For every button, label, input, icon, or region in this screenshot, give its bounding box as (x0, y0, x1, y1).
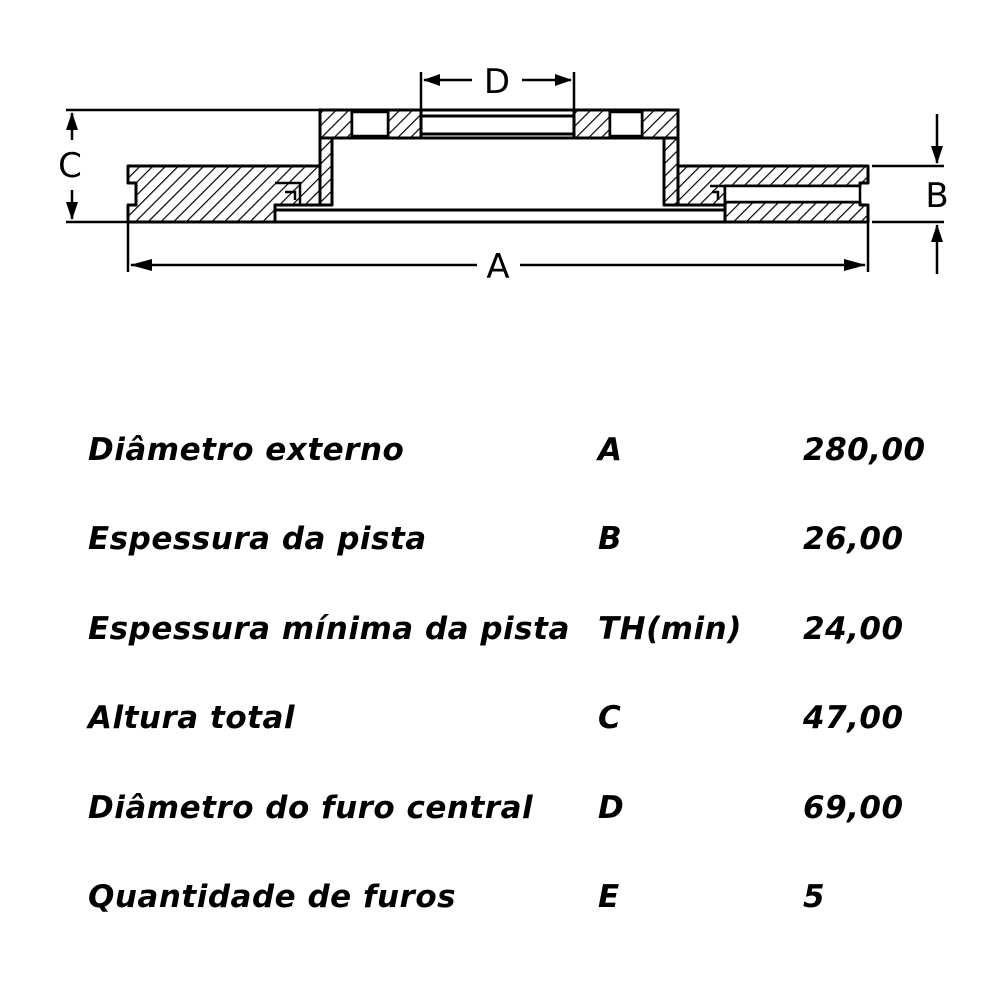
table-row (88, 763, 968, 853)
spec-symbol: B (598, 521, 623, 558)
spec-value: 69,00 (803, 789, 904, 826)
spec-value: 26,00 (803, 521, 904, 558)
hub-right-wall (642, 110, 678, 205)
table-row (88, 495, 968, 585)
dim-a-arrow-right (844, 259, 866, 271)
center-bore-lip (421, 116, 574, 134)
spec-value: 5 (803, 879, 826, 916)
hub-top-block-right (574, 110, 610, 138)
hub-top-block-left (388, 110, 421, 138)
bolt-hole-right (610, 112, 642, 136)
spec-name: Espessura da pista (88, 521, 427, 558)
spec-name: Diâmetro externo (88, 431, 405, 468)
spec-symbol: D (598, 789, 625, 826)
hub-left-wall (320, 110, 352, 205)
dim-c-arrow-top (66, 112, 78, 130)
dim-c-arrow-bottom (66, 202, 78, 220)
dim-d-label: D (483, 62, 511, 102)
dim-b-arrow-bottom (931, 224, 943, 242)
bolt-hole-left (352, 112, 388, 136)
table-row (88, 674, 968, 764)
brake-disc-cross-section-diagram (0, 0, 1000, 320)
spec-name: Quantidade de furos (88, 879, 457, 916)
dim-d-arrow-left (423, 74, 440, 86)
table-row (88, 584, 968, 674)
spec-name: Espessura mínima da pista (88, 610, 570, 647)
spec-value: 280,00 (803, 431, 926, 468)
spec-symbol: TH(min) (598, 610, 742, 647)
spec-symbol: A (598, 431, 623, 468)
spec-table (88, 405, 968, 942)
spec-symbol: C (598, 700, 622, 737)
spec-value: 47,00 (803, 700, 904, 737)
dim-c-label: C (58, 146, 82, 186)
spec-value: 24,00 (803, 610, 904, 647)
dim-a-arrow-left (130, 259, 152, 271)
dim-b-label: B (925, 176, 949, 216)
disc-vent-channel (725, 186, 860, 202)
spec-name: Altura total (88, 700, 295, 737)
dim-d-arrow-right (555, 74, 572, 86)
table-row (88, 405, 968, 495)
disc-left-flange (128, 166, 320, 222)
spec-symbol: E (598, 879, 620, 916)
dim-a-label: A (486, 247, 510, 287)
dim-b-arrow-top (931, 146, 943, 164)
table-row (88, 853, 968, 943)
disc-right-flange-lower (725, 202, 868, 222)
spec-name: Diâmetro do furo central (88, 789, 534, 826)
